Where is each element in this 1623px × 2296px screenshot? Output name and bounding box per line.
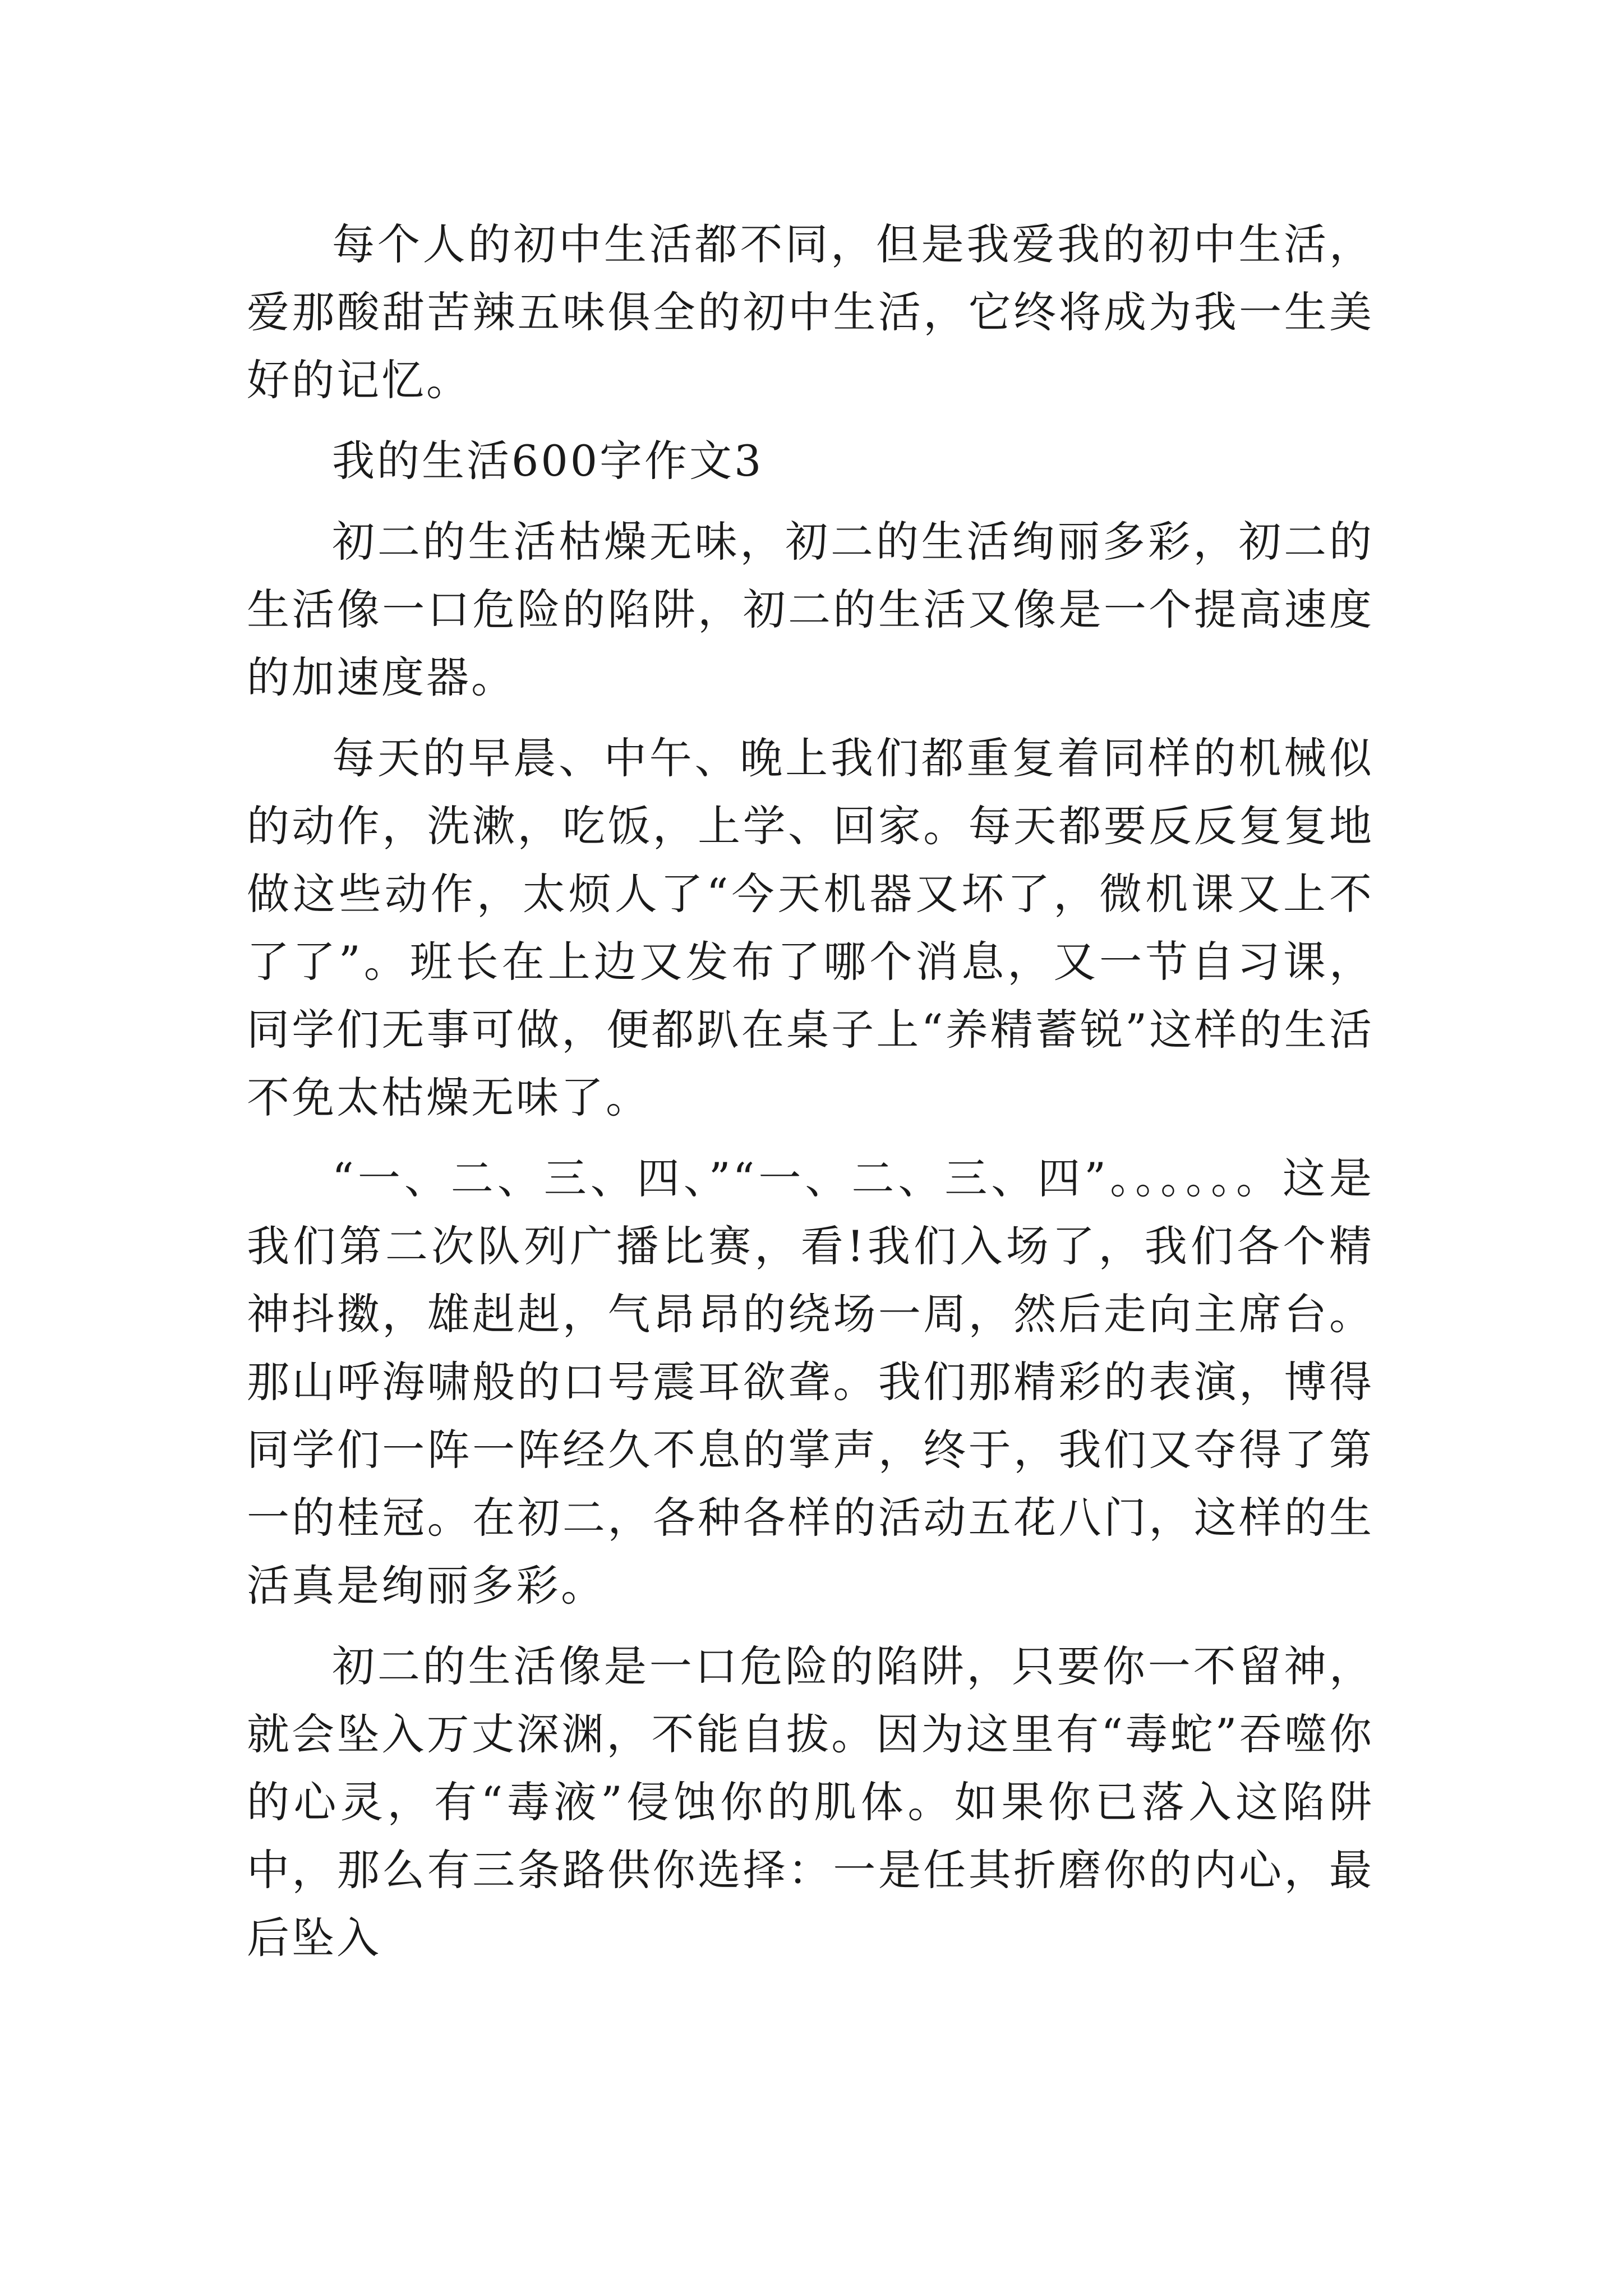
paragraph-1: 每个人的初中生活都不同，但是我爱我的初中生活，爱那酸甜苦辣五味俱全的初中生活，它终将成为我一生美好的记忆。 [247, 219, 1374, 405]
document-body [247, 210, 1374, 1985]
paragraph-4: “一、二、三、四、”“一、二、三、四”。。。。。。这是我们第二次队列广播比赛，看!我们入场了，我们各个精神抖擞，雄赳赳，气昂昂的绕场一周，然后走向主席台。那山呼海啸般的口号震耳欲聋。我们那精彩的表演，博得同学们一阵一阵经久不息的掌声，终于，我们又夺得了第一的桂冠。在初二，各种各样的活动五花八门，这样的生活真是绚丽多彩。 [247, 1153, 1374, 1611]
essay-heading: 我的生活600字作文3 [332, 436, 764, 486]
paragraph-5: 初二的生活像是一口危险的陷阱，只要你一不留神，就会坠入万丈深渊，不能自拔。因为这里有“毒蛇”吞噬你的心灵，有“毒液”侵蚀你的肌体。如果你已落入这陷阱中，那么有三条路供你选择：一是任其折磨你的内心，最后坠入 [247, 1641, 1374, 1963]
paragraph-2: 初二的生活枯燥无味，初二的生活绚丽多彩，初二的生活像一口危险的陷阱，初二的生活又像是一个提高速度的加速度器。 [247, 517, 1374, 702]
paragraph-3: 每天的早晨、中午、晚上我们都重复着同样的机械似的动作，洗漱，吃饭，上学、回家。每天都要反反复复地做这些动作，太烦人了“今天机器又坏了，微机课又上不了了”。班长在上边又发布了哪个消息，又一节自习课，同学们无事可做，便都趴在桌子上“养精蓄锐”这样的生活不免太枯燥无味了。 [247, 733, 1374, 1122]
